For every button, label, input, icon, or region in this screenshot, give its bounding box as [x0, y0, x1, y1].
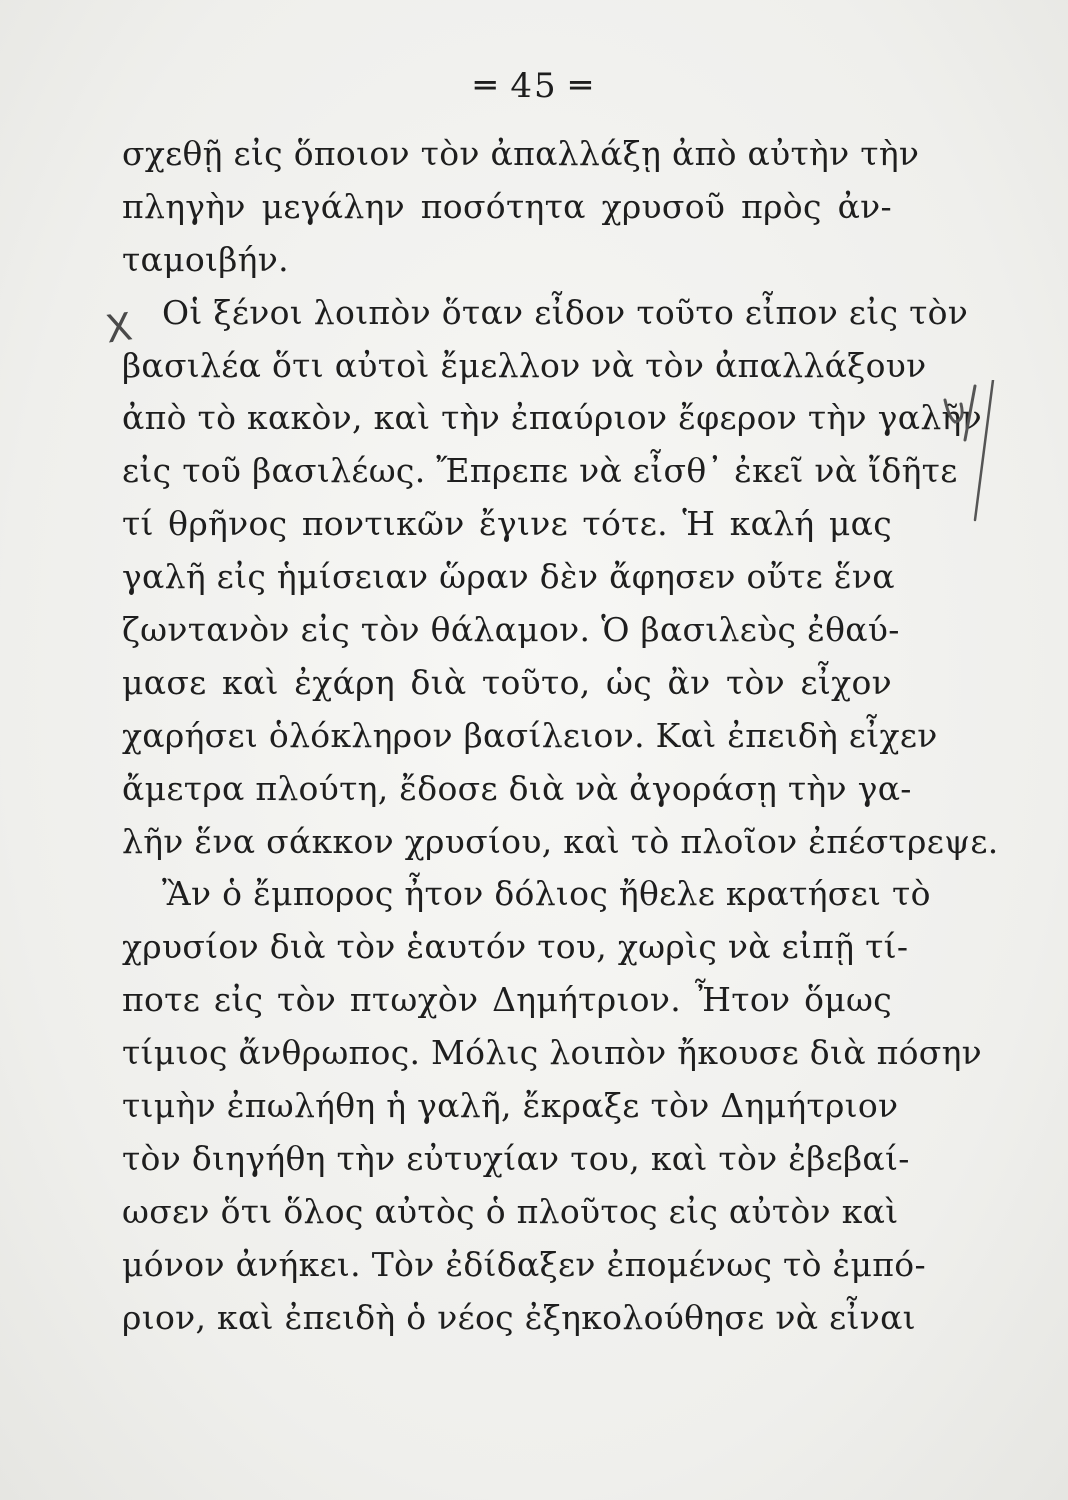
text-line: τίμιος ἄνθρωπος. Μόλις λοιπὸν ἤκουσε διὰ πόσην: [122, 1033, 983, 1073]
text-line: βασιλέα ὅτι αὐτοὶ ἔμελλον νὰ τὸν ἀπαλλάξουν: [122, 345, 927, 385]
text-line: ταμοιβήν.: [122, 239, 289, 279]
text-line: γαλῆ εἰς ἡμίσειαν ὥραν δὲν ἄφησεν οὔτε ἕνα: [122, 557, 895, 597]
text-line: ριον, καὶ ἐπειδὴ ὁ νέος ἐξηκολούθησε νὰ εἶναι: [122, 1297, 916, 1337]
text-line: λῆν ἕνα σάκκον χρυσίου, καὶ τὸ πλοῖον ἐπέστρεψε.: [122, 821, 999, 861]
text-line: τιμὴν ἐπωλήθη ἡ γαλῆ, ἔκραξε τὸν Δημήτριον: [122, 1086, 899, 1126]
page-number-header: ═ 45 ═: [475, 66, 593, 106]
text-line: εἰς τοῦ βασιλέως. Ἔπρεπε νὰ εἶσθ᾽ ἐκεῖ νὰ ἴδῆτε: [122, 451, 958, 491]
text-line: ἄμετρα πλούτη, ἔδοσε διὰ νὰ ἀγοράσῃ τὴν γα-: [122, 768, 912, 808]
text-line: ζωντανὸν εἰς τὸν θάλαμον. Ὁ βασιλεὺς ἐθαύ-: [122, 610, 900, 650]
text-line: χαρήσει ὁλόκληρον βασίλειον. Καὶ ἐπειδὴ εἶχεν: [122, 715, 938, 755]
text-line: πληγὴν μεγάλην ποσότητα χρυσοῦ πρὸς ἀν-: [122, 186, 892, 226]
text-line: τί θρῆνος ποντικῶν ἔγινε τότε. Ἡ καλή μας: [122, 504, 892, 544]
handwritten-margin-scribble: [935, 380, 1005, 530]
handwritten-x-mark: X: [103, 304, 135, 352]
text-line: Ἂν ὁ ἔμπορος ἦτον δόλιος ἤθελε κρατήσει τὸ: [162, 874, 931, 914]
text-line: ωσεν ὅτι ὅλος αὐτὸς ὁ πλοῦτος εἰς αὐτὸν καὶ: [122, 1191, 899, 1231]
text-line: χρυσίον διὰ τὸν ἑαυτόν του, χωρὶς νὰ εἰπῇ τί-: [122, 927, 909, 967]
text-line: μασε καὶ ἐχάρη διὰ τοῦτο, ὡς ἂν τὸν εἶχον: [122, 662, 892, 702]
text-line: ποτε εἰς τὸν πτωχὸν Δημήτριον. Ἦτον ὅμως: [122, 980, 892, 1020]
text-line: ἀπὸ τὸ κακὸν, καὶ τὴν ἐπαύριον ἔφερον τὴν γαλῆν: [122, 398, 982, 438]
text-line: Οἱ ξένοι λοιπὸν ὅταν εἶδον τοῦτο εἶπον εἰς τὸν: [162, 292, 969, 332]
text-line: τὸν διηγήθη τὴν εὐτυχίαν του, καὶ τὸν ἐβεβαί-: [122, 1138, 910, 1178]
body-text: [122, 128, 999, 1344]
text-line: σχεθῇ εἰς ὅποιον τὸν ἀπαλλάξῃ ἀπὸ αὐτὴν τὴν: [122, 134, 920, 173]
text-line: μόνον ἀνήκει. Τὸν ἐδίδαξεν ἐπομένως τὸ ἐμπό-: [122, 1244, 926, 1284]
